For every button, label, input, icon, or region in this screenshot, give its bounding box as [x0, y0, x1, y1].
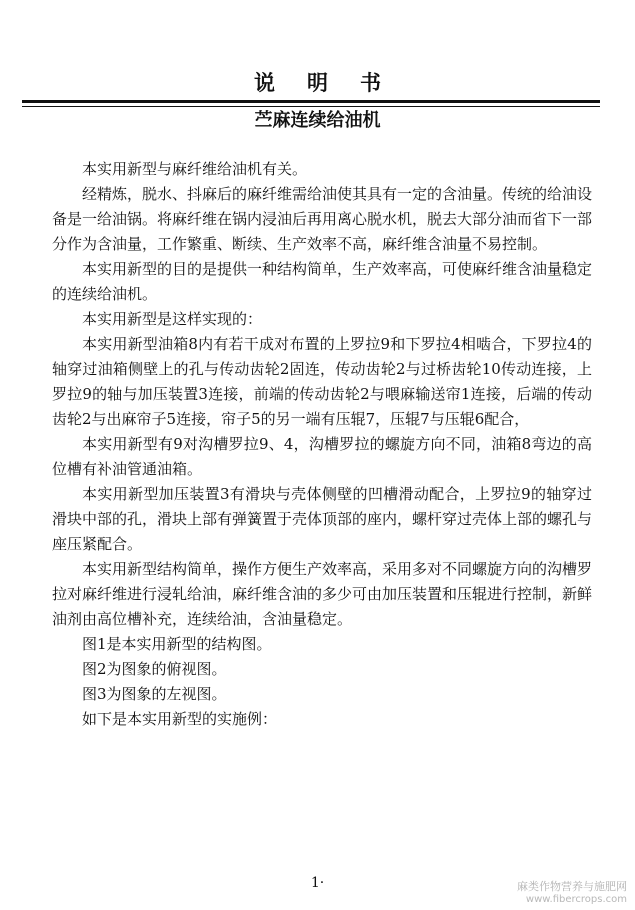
watermark-url: www.fibercrops.com: [525, 894, 627, 905]
paragraph: 经精炼，脱水、抖麻后的麻纤维需给油使其具有一定的含油量。传统的给油设备是一给油锅。将麻纤维在锅内浸油后再用离心脱水机，脱去大部分油而省下一部分作为含油量，工作繁重、断续、生产效率不高，麻纤维含油量不易控制。: [52, 185, 593, 253]
paragraph: 如下是本实用新型的实施例：: [82, 710, 278, 728]
paragraph: 图1是本实用新型的结构图。: [82, 635, 272, 653]
header-rule-thin: [22, 106, 600, 107]
page-number: 1·: [310, 875, 325, 891]
paragraph: 图2为图象的俯视图。: [82, 660, 227, 678]
paragraph: 本实用新型与麻纤维给油机有关。: [82, 160, 308, 178]
paragraph: 本实用新型有9对沟槽罗拉9、4，沟槽罗拉的螺旋方向不同，油箱8弯边的高位槽有补油管通油箱。: [52, 435, 592, 478]
watermark-text: 麻类作物营养与施肥网: [517, 880, 627, 893]
header-rule-thick: [22, 100, 600, 103]
paragraph: 图3为图象的左视图。: [82, 685, 227, 703]
paragraph: 本实用新型是这样实现的：: [82, 310, 263, 328]
document-body: [52, 157, 592, 732]
header-title: 说明书: [254, 70, 413, 95]
paragraph: 本实用新型的目的是提供一种结构简单，生产效率高，可使麻纤维含油量稳定的连续给油机。: [52, 260, 593, 303]
paragraph: 本实用新型结构简单，操作方便生产效率高，采用多对不同螺旋方向的沟槽罗拉对麻纤维进行浸轧给油，麻纤维含油的多少可由加压装置和压辊进行控制，新鲜油剂由高位槽补充，连续给油，含油量稳定。: [52, 560, 593, 628]
paragraph: 本实用新型油箱8内有若干成对布置的上罗拉9和下罗拉4相啮合，下罗拉4的轴穿过油箱侧壁上的孔与传动齿轮2固连，传动齿轮2与过桥齿轮10传动连接，上罗拉9的轴与加压装置3连接，前端的传动齿轮2与喂麻输送帘1连接，后端的传动齿轮2与出麻帘子5连接，帘子5的另一端有压辊7，压辊7与压辊6配合，: [52, 335, 592, 428]
document-title: 苎麻连续给油机: [254, 110, 381, 131]
paragraph: 本实用新型加压装置3有滑块与壳体侧壁的凹槽滑动配合，上罗拉9的轴穿过滑块中部的孔，滑块上部有弹簧置于壳体顶部的座内，螺杆穿过壳体上部的螺孔与座压紧配合。: [52, 485, 593, 553]
